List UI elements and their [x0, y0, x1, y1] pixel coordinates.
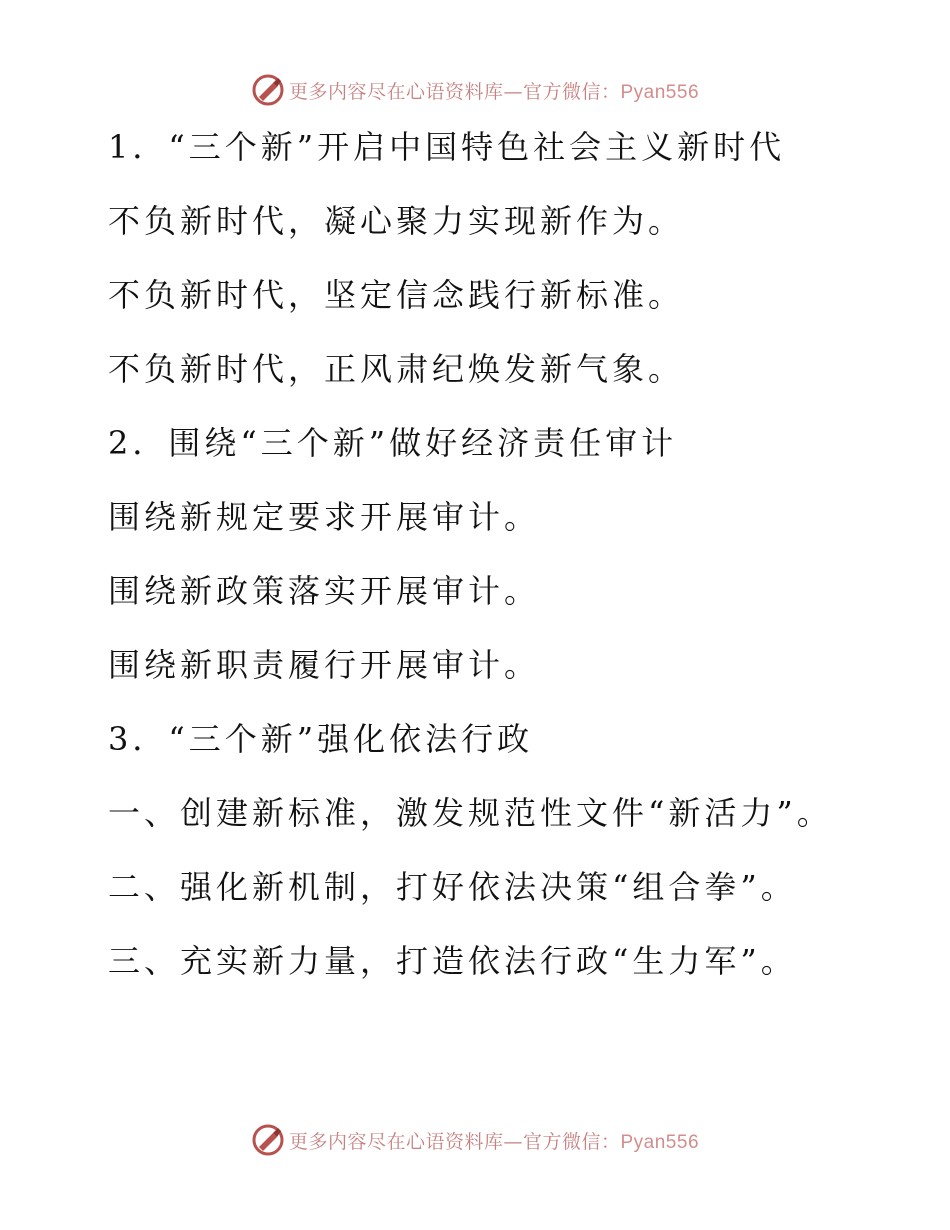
paragraph-line: 围绕新职责履行开展审计。: [108, 646, 541, 684]
paragraph-line: 不负新时代，正风肃纪焕发新气象。: [108, 350, 685, 388]
paragraph-line: 围绕新规定要求开展审计。: [108, 498, 541, 536]
paragraph-line: 二、强化新机制，打好依法决策“组合拳”。: [108, 868, 797, 906]
paragraph-line: 不负新时代，凝心聚力实现新作为。: [108, 202, 685, 240]
heading-3: 3．“三个新”强化依法行政: [108, 720, 534, 758]
watermark-label: 更多内容尽在心语资料库—官方微信：: [288, 80, 621, 103]
watermark-text: [289, 77, 699, 104]
footer-watermark: [0, 1120, 950, 1160]
paragraph-line: 不负新时代，坚定信念践行新标准。: [108, 276, 685, 314]
heading-1: 1．“三个新”开启中国特色社会主义新时代: [108, 128, 786, 166]
header-watermark: [0, 70, 950, 110]
pen-logo-icon: [251, 1123, 285, 1157]
pen-logo-icon: [251, 73, 285, 107]
paragraph-line: 三、充实新力量，打造依法行政“生力军”。: [108, 942, 797, 980]
heading-2: 2．围绕“三个新”做好经济责任审计: [108, 424, 678, 462]
watermark-text: [289, 1127, 699, 1154]
paragraph-line: 一、创建新标准，激发规范性文件“新活力”。: [108, 794, 833, 832]
watermark-id: Pyan556: [620, 1131, 700, 1153]
paragraph-line: 围绕新政策落实开展审计。: [108, 572, 541, 610]
watermark-id: Pyan556: [620, 81, 700, 103]
document-body: [108, 118, 928, 1006]
watermark-label: 更多内容尽在心语资料库—官方微信：: [288, 1130, 621, 1153]
